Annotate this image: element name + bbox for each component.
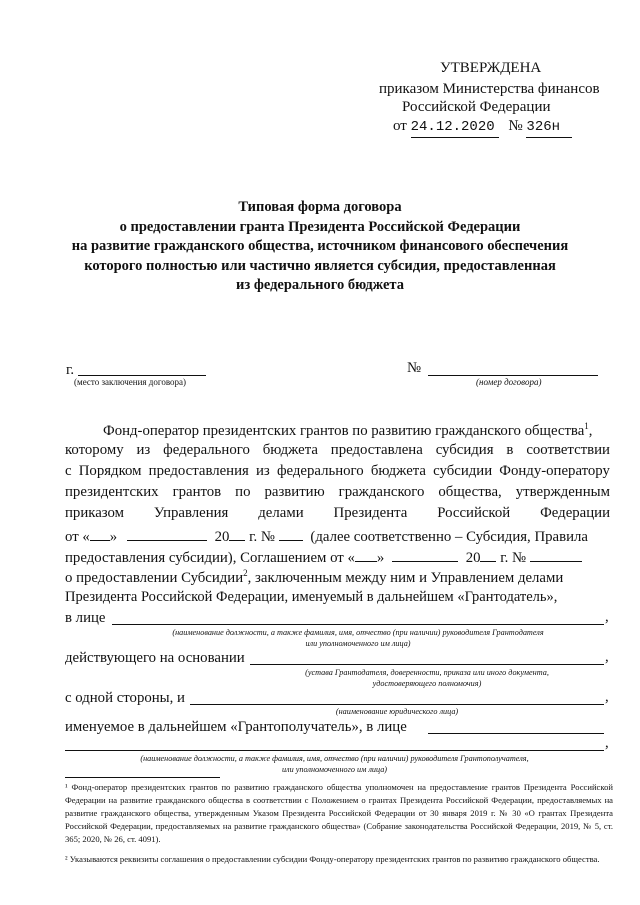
legal-entity-blank <box>190 704 604 705</box>
approval-date: 24.12.2020 <box>411 117 499 138</box>
contract-number-prefix: № <box>407 360 422 376</box>
city-caption: (место заключения договора) <box>74 377 187 387</box>
grantee-label: именуемое в дальнейшем «Грантополучатель», в лице <box>65 719 407 735</box>
word: бюджета <box>262 442 318 458</box>
body-line-5 <box>65 505 610 522</box>
body-line-9: Президента Российской Федерации, именуемый в дальнейшем «Грантодатель», <box>65 589 558 605</box>
day-blank <box>355 547 377 562</box>
word: развитию <box>264 484 325 500</box>
footnote-2: ² Указываются реквизиты соглашения о предоставлении субсидии Фонду-оператору президентских грантов по развитию гражданского общества. <box>65 854 600 864</box>
contract-number-blank <box>428 375 598 376</box>
caption-line: (наименование должности, а также фамилия, имя, отчество (при наличии) руководителя Грантодателя <box>172 628 544 637</box>
word: гражданского <box>338 484 425 500</box>
body-line-7 <box>65 547 582 567</box>
document-title <box>40 198 600 296</box>
body-line-1 <box>103 421 592 440</box>
grantee-representative-blank-1 <box>428 733 604 734</box>
comma: , <box>605 649 609 665</box>
text: г. № <box>249 529 276 545</box>
acting-basis-label: действующего на основании <box>65 650 245 666</box>
word: из <box>136 442 151 458</box>
word: Фонду-оператору <box>499 463 610 479</box>
title-line-5: из федерального бюджета <box>236 277 404 293</box>
word: делами <box>258 505 304 521</box>
one-side-label: с одной стороны, и <box>65 690 185 706</box>
title-line-2: о предоставлении гранта Президента Российской Федерации <box>119 218 521 235</box>
text: , заключенным между ним и Управлением делами <box>247 569 564 586</box>
agreement-number-blank <box>530 547 582 562</box>
approval-line-1: приказом Министерства финансов <box>379 81 600 97</box>
grantor-representative-caption <box>112 627 604 649</box>
text: (далее соответственно – Субсидия, Правила <box>310 529 588 545</box>
caption-line: удостоверяющего полномочия) <box>372 679 482 688</box>
approval-date-row <box>393 116 572 138</box>
title-line-1: Типовая форма договора <box>238 199 402 215</box>
word: в <box>506 442 514 458</box>
in-person-label: в лице <box>65 610 106 626</box>
year-blank <box>480 547 496 562</box>
city-prefix: г. <box>66 362 75 378</box>
grantee-representative-caption <box>65 753 604 775</box>
order-number-blank <box>279 526 303 541</box>
word: грантов <box>172 484 222 500</box>
text: » <box>376 550 385 566</box>
word: которому <box>65 442 124 458</box>
contract-number-caption: (номер договора) <box>476 377 542 387</box>
text: » <box>109 529 118 545</box>
text: г. № <box>500 550 527 566</box>
word: из <box>256 463 270 479</box>
comma: , <box>605 689 609 705</box>
body-line-2 <box>65 442 610 459</box>
word: президентских <box>65 484 159 500</box>
word: по <box>235 484 251 500</box>
footnote-ref-1: 1 <box>584 421 589 431</box>
word: приказом <box>65 505 125 521</box>
text: 20 <box>214 529 230 545</box>
body-line-8 <box>65 568 563 587</box>
approval-line-2: Российской Федерации <box>402 99 551 115</box>
approval-number: 326н <box>526 117 572 138</box>
text: о предоставлении Субсидии <box>65 569 244 586</box>
word: утвержденным <box>515 484 610 500</box>
word: Управления <box>153 505 229 521</box>
grantor-representative-blank <box>112 624 604 625</box>
word: предоставления <box>148 463 249 479</box>
month-blank <box>392 547 458 562</box>
word: соответствии <box>526 442 610 458</box>
body-line-3 <box>65 463 610 480</box>
acting-basis-caption <box>250 667 604 689</box>
word: субсидии <box>433 463 493 479</box>
grantee-representative-blank-2 <box>65 750 604 751</box>
word: общества, <box>438 484 502 500</box>
caption-line: или уполномоченного им лица) <box>305 639 411 648</box>
word: федерального <box>276 463 364 479</box>
comma: , <box>605 735 609 751</box>
footnote-separator <box>65 777 220 778</box>
word: Президента <box>333 505 408 521</box>
body-line-1-text: Фонд-оператор президентских грантов по развитию гражданского общества <box>103 422 585 439</box>
title-line-3: на развитие гражданского общества, источником финансового обеспечения <box>71 238 569 254</box>
legal-entity-caption: (наименование юридического лица) <box>335 707 459 716</box>
word: Федерации <box>540 505 610 521</box>
year-blank <box>229 526 245 541</box>
approval-heading: УТВЕРЖДЕНА <box>440 60 542 76</box>
caption-line: (устава Грантодателя, доверенности, приказа или иного документа, <box>305 668 549 677</box>
word: бюджета <box>370 463 426 479</box>
text: предоставления субсидии), Соглашением от « <box>65 550 355 566</box>
word: Порядком <box>78 463 142 479</box>
caption-line: (наименование должности, а также фамилия, имя, отчество (при наличии) руководителя Грантополучателя, <box>140 754 529 763</box>
body-line-4 <box>65 484 610 501</box>
day-blank <box>90 526 110 541</box>
word: Российской <box>437 505 511 521</box>
footnote-ref-2: 2 <box>243 568 248 578</box>
month-blank <box>127 526 207 541</box>
text: 20 <box>465 550 481 566</box>
word: предоставлена <box>330 442 423 458</box>
comma: , <box>605 609 609 625</box>
caption-line: или уполномоченного им лица) <box>281 765 388 774</box>
footnote-1: ¹ Фонд-оператор президентских грантов по развитию гражданского общества уполномочен на предоставление грантов Президента Российской Федерации на развитие гражданского общества в соответствии с Положением о грантах Президента Российской Федерации, предоставляемых на развитие гражданского общества, утвержденным Указом Президента Российской Федерации от 30 января 2019 г. № 30 «О грантах Президента Российской Федерации, предоставляемых на развитие гражданского общества» (Собрание законодательства Российской Федерации, 2019, № 5, ст. 365; 2020, № 26, ст. 4091). <box>65 782 613 844</box>
acting-basis-blank <box>250 664 604 665</box>
body-line-1-end: , <box>588 422 593 439</box>
word: с <box>65 463 72 479</box>
city-blank <box>78 375 206 376</box>
approval-from-label: от <box>393 118 407 134</box>
word: субсидия <box>435 442 494 458</box>
text: от « <box>65 529 90 545</box>
title-line-4: которого полностью или частично является субсидия, предоставленная <box>84 257 556 274</box>
approval-number-label: № <box>508 118 523 134</box>
word: федерального <box>163 442 250 458</box>
body-line-6 <box>65 526 588 546</box>
